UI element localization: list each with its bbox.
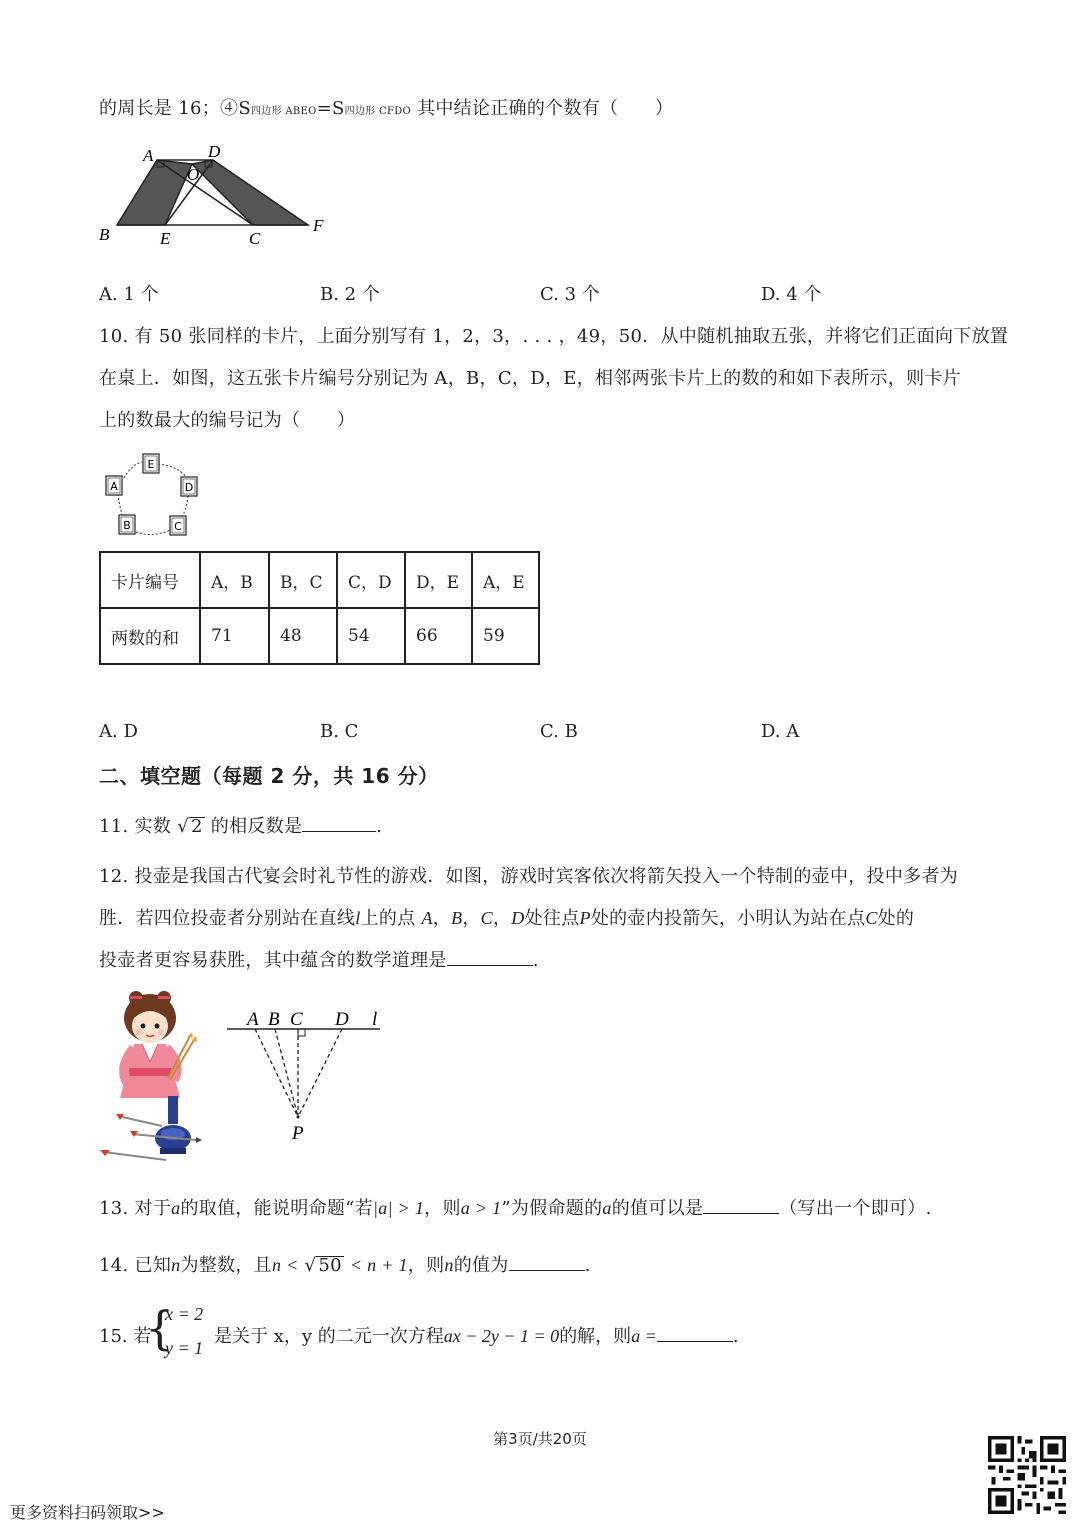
table-header-cell: A，B xyxy=(200,552,269,608)
q13-var-a: a xyxy=(171,1198,181,1218)
card-b xyxy=(119,515,135,534)
q14-ineq-a: n < xyxy=(271,1255,299,1275)
table-cell: 两数的和 xyxy=(100,608,200,664)
q14-radicand: 50 xyxy=(318,1255,342,1276)
fig-label-c: C xyxy=(290,1009,303,1030)
q10-option-d[interactable]: D. A xyxy=(761,721,800,742)
q9-geometry-figure xyxy=(95,140,345,255)
section-fill-in-title: 二、填空题（每题 2 分，共 16 分） xyxy=(99,764,439,788)
q14-end: . xyxy=(584,1255,591,1276)
card-e-label: E xyxy=(147,458,155,471)
q12-point-b: B xyxy=(451,908,463,928)
fig-label-a: A xyxy=(247,1009,259,1030)
pitch-pot-girl-illustration xyxy=(98,988,210,1168)
fig-label-l: l xyxy=(372,1009,378,1030)
q14-ineq-b: < n + 1 xyxy=(349,1255,408,1275)
table-cell: 66 xyxy=(405,608,472,664)
q14-mid: 为整数，且 xyxy=(180,1255,272,1276)
table-header-cell: C，D xyxy=(337,552,405,608)
q13-mid4: 的值可以是 xyxy=(611,1198,704,1219)
table-cell: 59 xyxy=(472,608,539,664)
card-c xyxy=(170,516,186,535)
q15-rest xyxy=(214,1322,739,1348)
q13-var-a-2: a xyxy=(602,1198,612,1218)
table-header-cell: 卡片编号 xyxy=(100,552,200,608)
q10-card-circle-figure xyxy=(100,450,210,542)
q11-post: 的相反数是 xyxy=(210,816,303,837)
q12-distance-figure xyxy=(225,1005,390,1145)
fig-label-p: P xyxy=(292,1123,304,1144)
q13-pre: 13. 对于 xyxy=(99,1198,172,1219)
q13-cond: a > 1 xyxy=(460,1198,502,1218)
arrow-icon-1 xyxy=(116,1114,162,1126)
q12-point-d: D xyxy=(511,908,525,928)
q9-equals: =S xyxy=(316,98,345,119)
label-b: B xyxy=(99,225,110,244)
q15-equation: ax − 2y − 1 = 0 xyxy=(443,1326,560,1346)
q15-var-a: a = xyxy=(631,1326,657,1346)
q10-line-3: 上的数最大的编号记为（ ） xyxy=(99,410,356,431)
label-c: C xyxy=(249,229,261,248)
label-d: D xyxy=(208,142,221,161)
q15-answer-blank[interactable] xyxy=(657,1325,733,1342)
q9-option-d[interactable]: D. 4 个 xyxy=(761,284,822,305)
q10-sum-table xyxy=(99,551,540,665)
q12-point-p: P xyxy=(579,908,591,928)
q9-subscript-1: 四边形 ABEO xyxy=(250,106,317,117)
arrow-icon-3 xyxy=(100,1150,166,1160)
table-row xyxy=(100,608,539,664)
q10-option-b[interactable]: B. C xyxy=(320,721,359,742)
q15-post: 的解，则 xyxy=(559,1326,632,1347)
sqrt-sign: √ xyxy=(177,816,189,837)
q12-line-1: 12. 投壶是我国古代宴会时礼节性的游戏．如图，游戏时宾客依次将箭矢投入一个特制的壶中，投中多者为 xyxy=(99,866,959,887)
card-c-label: C xyxy=(174,520,182,533)
label-f: F xyxy=(313,216,324,235)
q12-text-d: 处的壶内投箭矢，小明认为站在点 xyxy=(590,908,866,929)
q13-mid3: ”为假命题的 xyxy=(501,1198,603,1219)
label-a: A xyxy=(143,146,154,165)
card-d xyxy=(181,477,197,496)
sqrt-sign: √ xyxy=(304,1255,317,1276)
q12-line-3 xyxy=(99,946,539,972)
shaded-parallelogram-cfdo xyxy=(192,160,308,225)
q13-line xyxy=(99,1194,932,1220)
q9-question-end: 其中结论正确的个数有（ ） xyxy=(417,98,674,119)
q10-option-c[interactable]: C. B xyxy=(540,721,578,742)
label-o: O xyxy=(187,165,200,184)
q12-line3-text: 投壶者更容易获胜，其中蕴含的数学道理是 xyxy=(99,950,447,971)
q12-point-c-2: C xyxy=(865,908,878,928)
q14-post2: 的值为 xyxy=(453,1255,509,1276)
q13-post: （写出一个即可）. xyxy=(779,1198,932,1219)
q13-mid2: ，则 xyxy=(424,1198,461,1219)
q15-system-eq2: y = 1 xyxy=(165,1338,204,1358)
q12-end: . xyxy=(532,950,539,971)
q11-answer-blank[interactable] xyxy=(302,815,376,832)
q11-pre: 11. 实数 xyxy=(99,816,172,837)
card-b-label: B xyxy=(123,519,131,532)
q12-text-a: 胜．若四位投壶者分别站在直线 xyxy=(99,908,356,929)
card-a-label: A xyxy=(110,480,118,493)
q9-tail-line xyxy=(99,94,673,120)
card-a xyxy=(106,476,122,495)
q15-brace: { xyxy=(145,1301,175,1355)
qr-code-icon[interactable] xyxy=(988,1436,1066,1514)
q14-var-n: n xyxy=(171,1255,181,1275)
table-cell: 48 xyxy=(269,608,337,664)
q12-text-c: 处往点 xyxy=(524,908,580,929)
q13-answer-blank[interactable] xyxy=(703,1197,779,1214)
q9-option-a[interactable]: A. 1 个 xyxy=(99,284,159,305)
q12-line-l: l xyxy=(355,908,361,928)
label-e: E xyxy=(160,229,171,248)
q13-mid1: 的取值，能说明命题“若 xyxy=(180,1198,373,1219)
q9-subscript-2: 四边形 CFDO xyxy=(344,106,412,117)
q12-line-2: 胜．若四位投壶者分别站在直线l上的点 A，B，C，D处往点P处的壶内投箭矢，小明认为站在点C处的 xyxy=(99,908,915,929)
q15-end: . xyxy=(732,1326,739,1347)
q9-option-b[interactable]: B. 2 个 xyxy=(320,284,380,305)
more-resources-link[interactable]: 更多资料扫码领取>> xyxy=(10,1503,165,1522)
q15-system-eq1: x = 2 xyxy=(165,1304,204,1324)
q10-line-1: 10. 有 50 张同样的卡片，上面分别写有 1，2，3，. . . ，49，50．从中随机抽取五张，并将它们正面向下放置 xyxy=(99,326,1009,347)
q12-text-b: 上的点 xyxy=(360,908,416,929)
q14-pre: 14. 已知 xyxy=(99,1255,172,1276)
q11-line xyxy=(99,812,382,838)
table-row xyxy=(100,552,539,608)
q10-line-2: 在桌上．如图，这五张卡片编号分别记为 A，B，C，D，E，相邻两张卡片上的数的和如下表所示，则卡片 xyxy=(99,368,961,389)
q10-option-a[interactable]: A. D xyxy=(99,721,138,742)
card-d-label: D xyxy=(184,481,194,494)
q14-line xyxy=(99,1251,591,1277)
q14-answer-blank[interactable] xyxy=(509,1254,585,1271)
q12-answer-blank[interactable] xyxy=(447,949,533,966)
card-e xyxy=(143,454,159,473)
q15-pre: 15. 若 xyxy=(99,1326,152,1347)
right-angle-mark-c xyxy=(298,1029,305,1036)
q11-end: . xyxy=(376,816,383,837)
table-header-cell: A，E xyxy=(472,552,539,608)
q11-radicand: 2 xyxy=(190,816,203,837)
q12-point-a: A xyxy=(421,908,433,928)
q9-tail-text: 的周长是 16；④S xyxy=(99,98,251,119)
shaded-parallelogram-abeo xyxy=(117,160,192,225)
fig-label-d: D xyxy=(335,1009,349,1030)
fig-label-b: B xyxy=(268,1009,280,1030)
q15-mid: 是关于 x，y 的二元一次方程 xyxy=(214,1326,444,1347)
q12-text-e: 处的 xyxy=(877,908,915,929)
q9-option-c[interactable]: C. 3 个 xyxy=(540,284,600,305)
table-cell: 54 xyxy=(337,608,405,664)
page-number: 第3页/共20页 xyxy=(493,1430,587,1448)
q14-var-n-2: n xyxy=(444,1255,454,1275)
q13-abs-cond: |a| > 1 xyxy=(372,1198,425,1218)
q12-point-c: C xyxy=(480,908,493,928)
q14-post1: ，则 xyxy=(407,1255,445,1276)
table-header-cell: D，E xyxy=(405,552,472,608)
table-header-cell: B，C xyxy=(269,552,337,608)
table-cell: 71 xyxy=(200,608,269,664)
